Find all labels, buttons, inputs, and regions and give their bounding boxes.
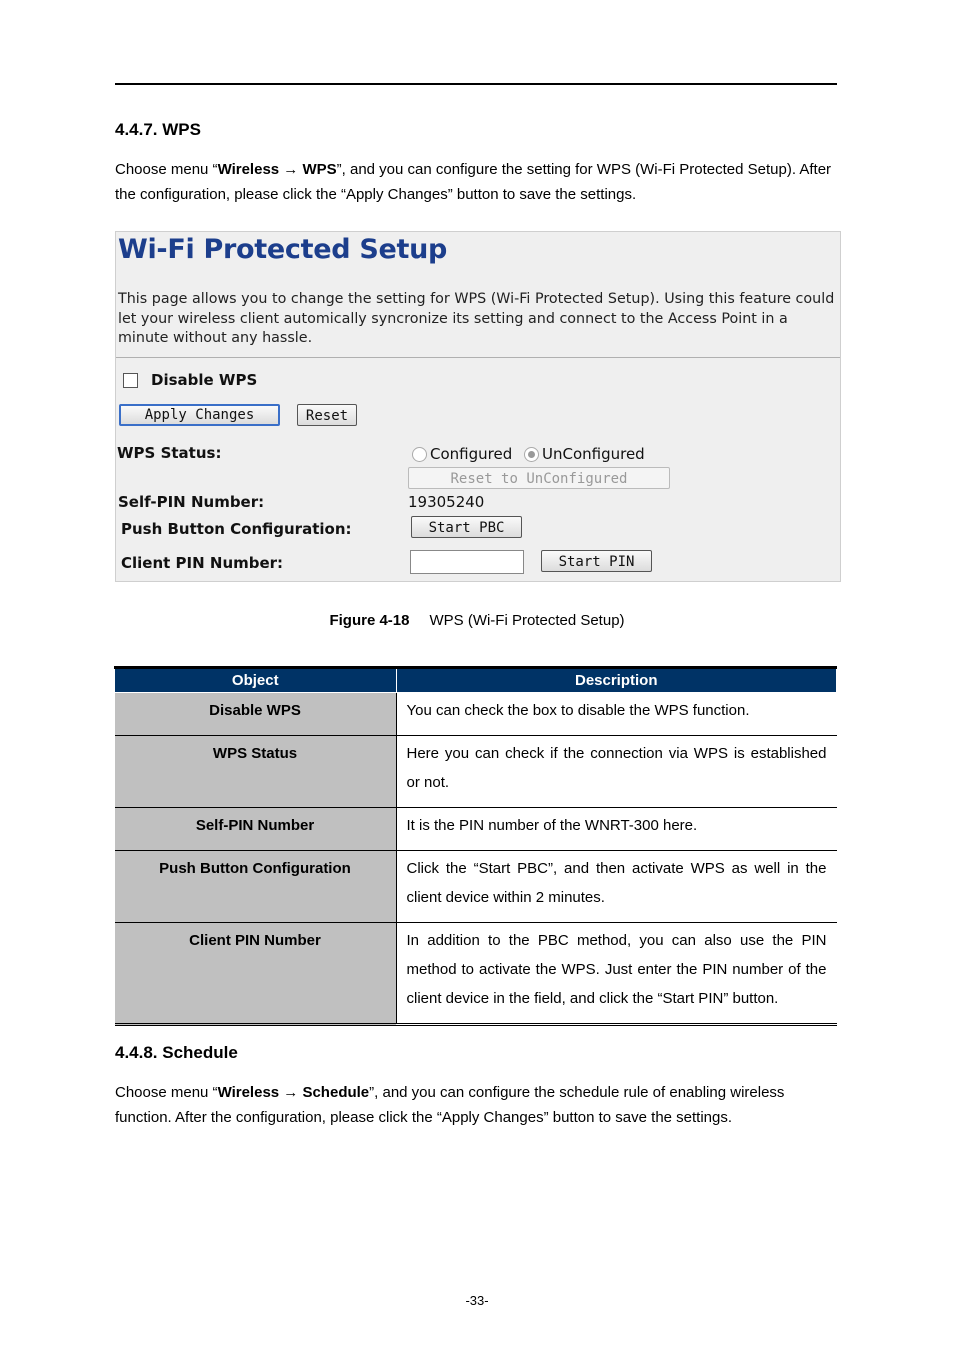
object-cell: Self-PIN Number: [115, 808, 397, 851]
menu-path: Wireless → Schedule: [217, 1084, 370, 1101]
object-cell: Disable WPS: [115, 693, 397, 736]
section-heading-wps: 4.4.7. WPS: [115, 120, 201, 139]
self-pin-value: 19305240: [408, 493, 485, 511]
table-row: [115, 851, 837, 923]
wps-screenshot: [115, 231, 841, 582]
table-row: [115, 808, 837, 851]
wps-status-label: WPS Status:: [117, 444, 222, 462]
table-row: [115, 693, 837, 736]
unconfigured-label: UnConfigured: [542, 445, 645, 463]
section-intro-schedule: Choose menu “Wireless → Schedule”, and you can configure the schedule rule of enabling wireless function. After the configuration, please click the “Apply Changes” button to save the settings.: [115, 1084, 785, 1126]
disable-wps-checkbox[interactable]: [123, 373, 138, 388]
description-cell: You can check the box to disable the WPS function.: [396, 693, 837, 736]
object-cell: WPS Status: [115, 736, 397, 808]
table-row: [115, 923, 837, 1025]
object-cell: Client PIN Number: [115, 923, 397, 1025]
page-description: This page allows you to change the setting for WPS (Wi-Fi Protected Setup). Using this feature could let your wireless client automically syncronize its setting and connect to the Access Point in a minute without any hassle.: [118, 291, 835, 346]
figure-caption: [0, 612, 954, 629]
object-description-table: [114, 666, 837, 1026]
start-pin-button[interactable]: Start PIN: [541, 550, 652, 572]
table-row: [115, 736, 837, 808]
section-heading-schedule: 4.4.8. Schedule: [115, 1043, 238, 1062]
header-rule: [115, 83, 837, 85]
configured-label: Configured: [430, 445, 513, 463]
object-cell: Push Button Configuration: [115, 851, 397, 923]
page-title: Wi-Fi Protected Setup: [118, 234, 448, 265]
push-button-label: Push Button Configuration:: [121, 520, 352, 538]
description-cell: Click the “Start PBC”, and then activate WPS as well in the client device within 2 minutes.: [396, 851, 837, 923]
configured-radio[interactable]: [412, 447, 427, 462]
description-cell: In addition to the PBC method, you can also use the PIN method to activate the WPS. Just enter the PIN number of the client device in the field, and click the “Start PIN” button.: [396, 923, 837, 1025]
start-pbc-button[interactable]: Start PBC: [411, 516, 522, 538]
section-intro-wps: Choose menu “Wireless → WPS”, and you can configure the setting for WPS (Wi-Fi Protected Setup). After the configuration, please click the “Apply Changes” button to save the settings.: [115, 161, 832, 203]
reset-button[interactable]: Reset: [297, 404, 357, 426]
reset-to-unconfigured-button[interactable]: Reset to UnConfigured: [408, 467, 670, 489]
description-cell: It is the PIN number of the WNRT-300 here.: [396, 808, 837, 851]
apply-changes-button[interactable]: Apply Changes: [119, 404, 280, 426]
description-cell: Here you can check if the connection via WPS is established or not.: [396, 736, 837, 808]
client-pin-input[interactable]: [410, 550, 524, 574]
divider: [116, 357, 840, 358]
client-pin-label: Client PIN Number:: [121, 554, 284, 572]
unconfigured-radio[interactable]: [524, 447, 539, 462]
figure-caption-text: WPS (Wi-Fi Protected Setup): [429, 612, 625, 629]
disable-wps-label: Disable WPS: [151, 371, 258, 389]
table-header-object: Object: [115, 668, 397, 693]
table-header-description: Description: [396, 668, 837, 693]
menu-path: Wireless → WPS: [217, 161, 337, 178]
figure-number: Figure 4-18: [329, 612, 410, 629]
page-number: -33-: [465, 1293, 489, 1308]
self-pin-label: Self-PIN Number:: [118, 493, 265, 511]
